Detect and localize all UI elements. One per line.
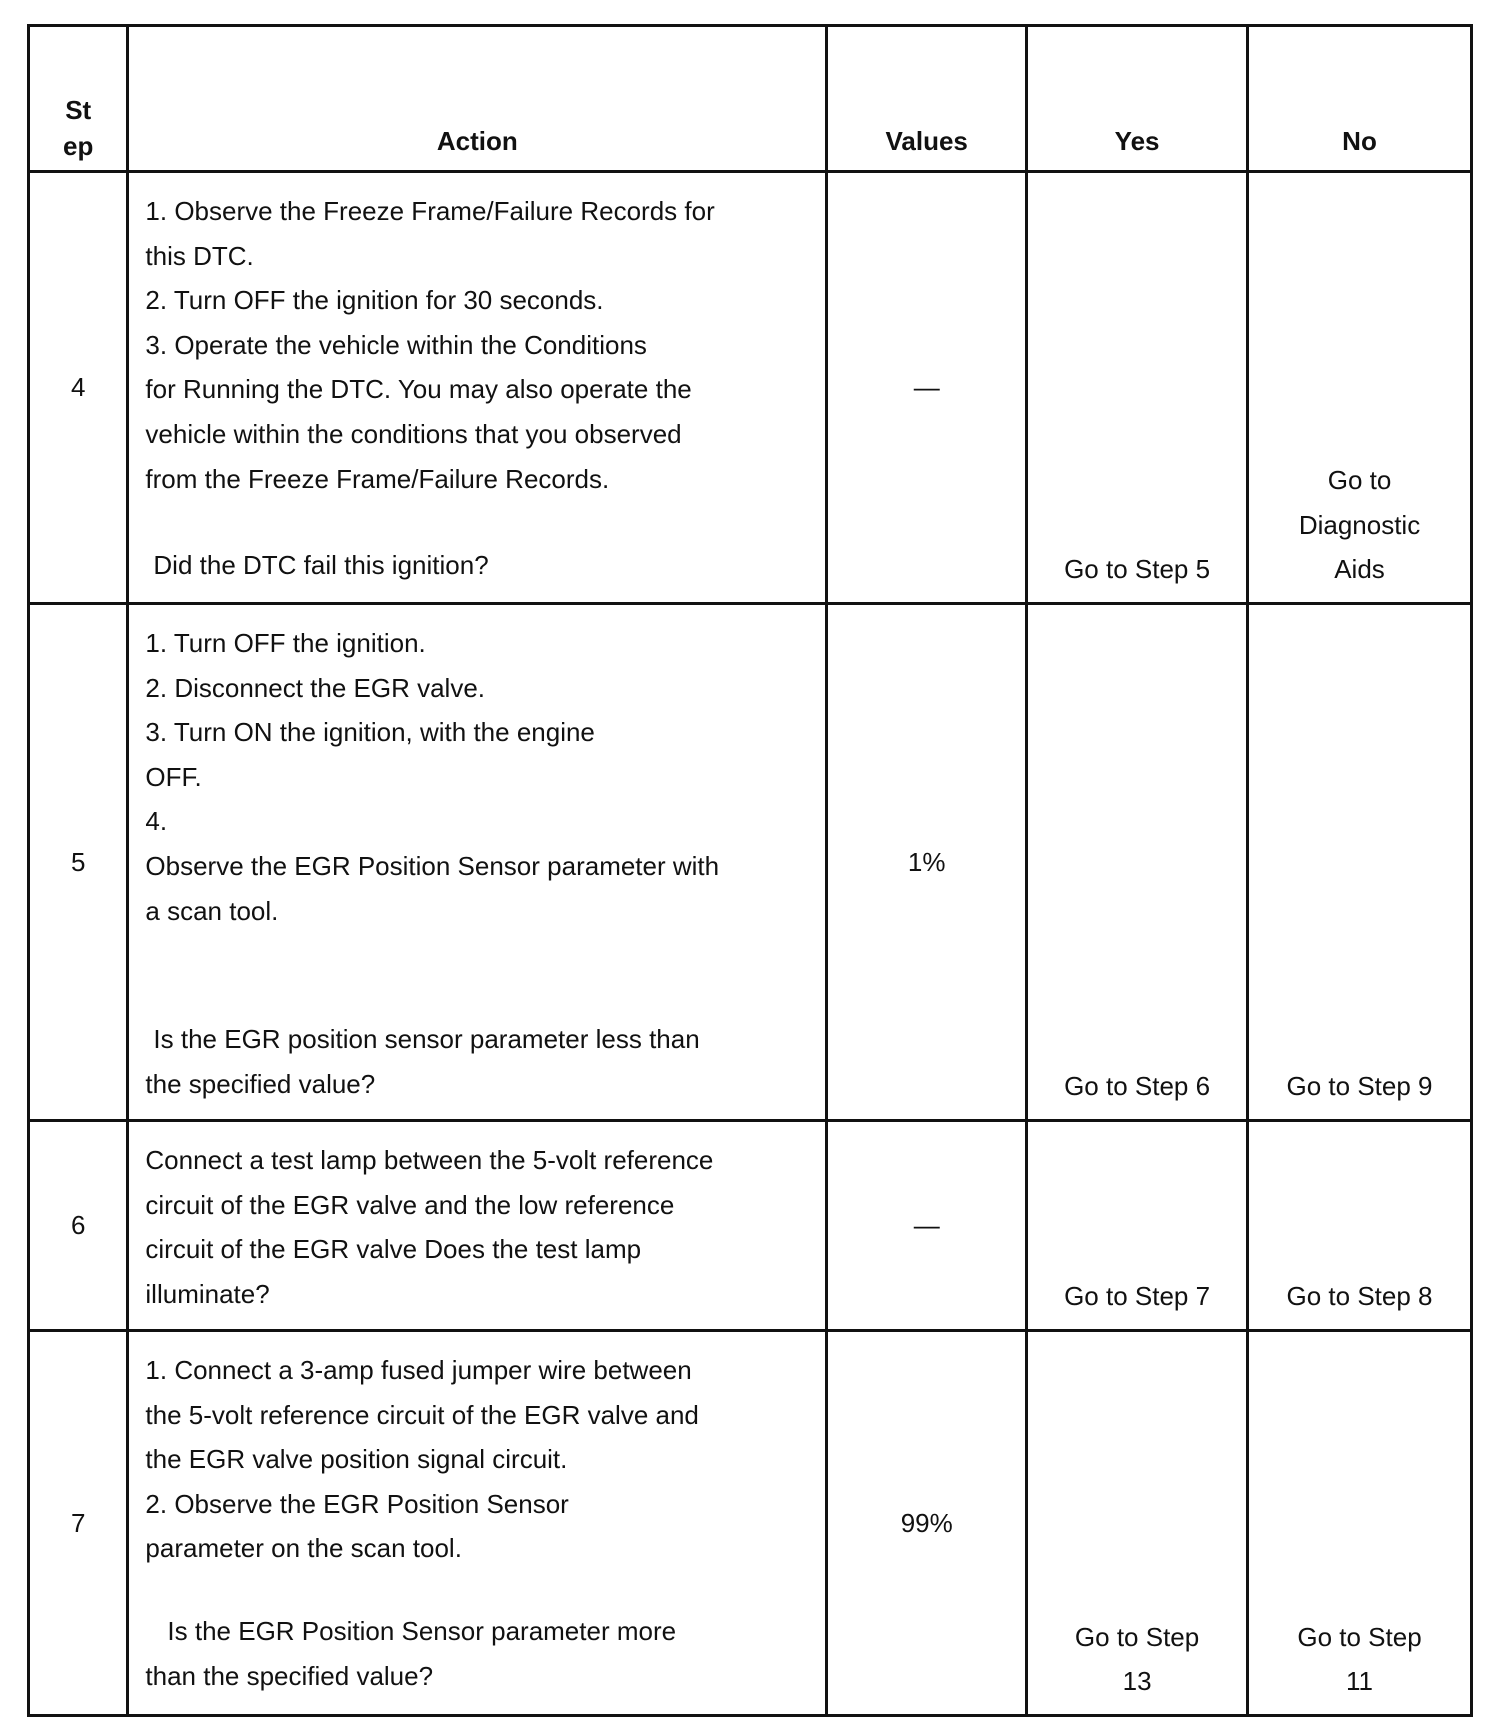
header-step-label: St ep	[63, 95, 94, 161]
no-line: Aids	[1334, 554, 1385, 585]
action-line: 3. Turn ON the ignition, with the engine	[145, 717, 595, 748]
action-line: parameter on the scan tool.	[145, 1533, 462, 1564]
action-line: 2. Observe the EGR Position Sensor	[145, 1488, 569, 1519]
header-row	[29, 26, 1472, 172]
step-number: 4	[29, 172, 128, 604]
no-cell: Go to Step 8	[1248, 1121, 1472, 1331]
yes-cell: Go to Step 6	[1027, 604, 1248, 1121]
action-line: 2. Turn OFF the ignition for 30 seconds.	[145, 285, 604, 316]
action-line: Observe the EGR Position Sensor parameter with	[145, 850, 720, 881]
action-line: from the Freeze Frame/Failure Records.	[145, 463, 610, 494]
table-row-step-7	[29, 1331, 1472, 1716]
header-action: Action	[128, 26, 827, 172]
no-cell	[1248, 1331, 1472, 1716]
no-cell	[1248, 172, 1472, 604]
action-line: illuminate?	[145, 1278, 270, 1309]
action-question: Is the EGR position sensor parameter less than	[153, 1024, 700, 1055]
action-cell	[128, 1121, 827, 1331]
no-line: 11	[1346, 1666, 1374, 1697]
action-cell	[128, 172, 827, 604]
values-cell: 99%	[827, 1331, 1027, 1716]
header-step	[29, 26, 128, 172]
header-values: Values	[827, 26, 1027, 172]
yes-cell: Go to Step 7	[1027, 1121, 1248, 1331]
action-cell	[128, 1331, 827, 1716]
step-number: 7	[29, 1331, 128, 1716]
diagnostic-table	[27, 24, 1473, 1717]
values-cell: —	[827, 1121, 1027, 1331]
action-line: a scan tool.	[145, 895, 279, 926]
yes-line: Go to Step	[1074, 1621, 1200, 1652]
action-line: Connect a test lamp between the 5-volt reference	[145, 1145, 714, 1175]
table-row-step-4	[29, 172, 1472, 604]
action-question: Is the EGR Position Sensor parameter more	[167, 1615, 677, 1646]
yes-cell	[1027, 1331, 1248, 1716]
action-line: this DTC.	[145, 240, 254, 271]
no-line: Go to	[1327, 465, 1392, 496]
no-line: Diagnostic	[1298, 509, 1421, 540]
action-line: 4.	[145, 806, 168, 837]
action-cell	[128, 604, 827, 1121]
action-line: 1. Turn OFF the ignition.	[145, 628, 426, 658]
action-line: for Running the DTC. You may also operate the	[145, 374, 692, 405]
action-line: the EGR valve position signal circuit.	[145, 1444, 568, 1475]
values-cell: —	[827, 172, 1027, 604]
action-question: the specified value?	[145, 1068, 376, 1099]
action-question: than the specified value?	[145, 1660, 434, 1691]
table-row-step-6	[29, 1121, 1472, 1331]
action-line: OFF.	[145, 761, 202, 792]
yes-cell: Go to Step 5	[1027, 172, 1248, 604]
action-line: 1. Observe the Freeze Frame/Failure Records for	[145, 196, 715, 226]
yes-line: 13	[1122, 1666, 1152, 1697]
header-yes: Yes	[1027, 26, 1248, 172]
values-cell: 1%	[827, 604, 1027, 1121]
action-line: vehicle within the conditions that you observed	[145, 418, 682, 449]
step-number: 6	[29, 1121, 128, 1331]
no-cell: Go to Step 9	[1248, 604, 1472, 1121]
action-line: the 5-volt reference circuit of the EGR valve and	[145, 1399, 699, 1430]
action-line: 3. Operate the vehicle within the Conditions	[145, 329, 647, 360]
table-row-step-5	[29, 604, 1472, 1121]
action-question: Did the DTC fail this ignition?	[153, 550, 489, 581]
action-line: circuit of the EGR valve Does the test lamp	[145, 1234, 642, 1265]
no-line: Go to Step	[1297, 1621, 1422, 1652]
action-line: 2. Disconnect the EGR valve.	[145, 672, 486, 703]
action-line: circuit of the EGR valve and the low reference	[145, 1189, 675, 1220]
action-line: 1. Connect a 3-amp fused jumper wire between	[145, 1355, 692, 1385]
step-number: 5	[29, 604, 128, 1121]
header-no: No	[1248, 26, 1472, 172]
